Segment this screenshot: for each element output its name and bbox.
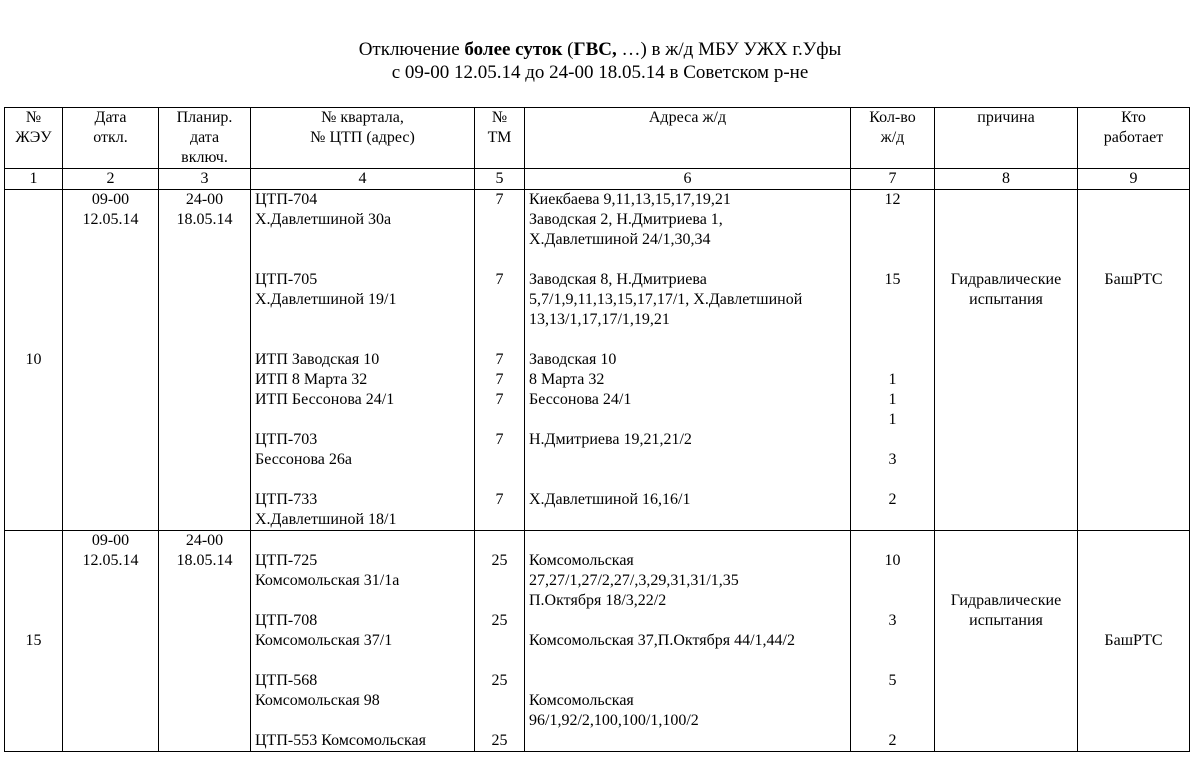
header-row <box>5 108 1190 169</box>
cell-line <box>255 310 470 330</box>
cell-line <box>939 190 1073 210</box>
header-reason: причина <box>935 108 1078 169</box>
cell-line: 13,13/1,17,17/1,19,21 <box>529 311 670 328</box>
cell-line: Бессонова 26а <box>255 451 352 468</box>
cell-line: Комсомольская 98 <box>255 692 380 709</box>
cell-line <box>479 330 520 350</box>
cell-line: Х.Давлетшиной 18/1 <box>255 511 397 528</box>
cell-line: Н.Дмитриева 19,21,21/2 <box>529 431 692 448</box>
cell-line <box>479 631 520 651</box>
header-who: Кто работает <box>1078 108 1190 169</box>
cell-line <box>855 651 930 671</box>
cell-line <box>479 591 520 611</box>
cell-line: 7 <box>495 271 504 288</box>
tm-cell <box>475 531 525 752</box>
cell-line: Комсомольская 31/1а <box>255 572 400 589</box>
cell-line <box>479 410 520 430</box>
col-number: 7 <box>851 169 935 190</box>
cell-line <box>479 531 520 551</box>
zhu-number: 15 <box>5 531 63 752</box>
who-cell <box>1078 190 1190 531</box>
date-off-cell: 09-00 12.05.14 <box>63 531 159 752</box>
cell-line: Комсомольская <box>529 552 634 569</box>
cell-line <box>939 230 1073 250</box>
cell-line <box>255 470 470 490</box>
cell-line <box>529 330 846 350</box>
cell-line <box>479 230 520 250</box>
addresses-cell <box>525 190 851 531</box>
cell-line <box>855 350 930 370</box>
cell-line <box>855 330 930 350</box>
ctp-cell <box>251 190 475 531</box>
cell-line <box>1082 571 1185 591</box>
cell-line: Х.Давлетшиной 19/1 <box>255 291 397 308</box>
cell-line <box>855 210 930 230</box>
cell-line: 1 <box>888 411 897 428</box>
cell-line: 1 <box>888 371 897 388</box>
cell-line: Киекбаева 9,11,13,15,17,19,21 <box>529 191 731 208</box>
col-number: 3 <box>159 169 251 190</box>
cell-line <box>939 551 1073 571</box>
title-line-2: с 09-00 12.05.14 до 24-00 18.05.14 в Советском р-не <box>391 62 809 83</box>
cell-line: 7 <box>495 351 504 368</box>
cell-line: БашРТС <box>1104 632 1163 649</box>
cell-line: 25 <box>491 612 508 629</box>
cell-line: 7 <box>495 491 504 508</box>
tm-cell <box>475 190 525 531</box>
cell-line <box>255 330 470 350</box>
cell-line <box>855 711 930 731</box>
cell-line <box>855 470 930 490</box>
title-text: …) в ж/д МБУ УЖХ г.Уфы <box>616 39 842 60</box>
cell-line <box>255 591 470 611</box>
cell-line <box>1082 551 1185 571</box>
cell-line <box>855 571 930 591</box>
cell-line: ЦТП-705 <box>255 271 318 288</box>
cell-line <box>939 571 1073 591</box>
cell-line: Заводская 2, Н.Дмитриева 1, <box>529 211 723 228</box>
cell-line <box>855 290 930 310</box>
cell-line: ЦТП-733 <box>255 491 318 508</box>
title-bold-text: более суток <box>464 39 563 60</box>
date-on-cell: 24-00 18.05.14 <box>159 531 251 752</box>
cell-line: Х.Давлетшиной 16,16/1 <box>529 491 691 508</box>
cell-line <box>855 310 930 330</box>
cell-line: 1 <box>888 391 897 408</box>
cell-line: Комсомольская <box>529 692 634 709</box>
cell-line <box>255 250 470 270</box>
cell-line <box>529 470 846 490</box>
cell-line: 5 <box>888 672 897 689</box>
cell-line: 2 <box>888 491 897 508</box>
cell-line <box>529 731 846 751</box>
cell-line <box>479 450 520 470</box>
cell-line <box>529 531 846 551</box>
cell-line <box>529 671 846 691</box>
cell-line <box>255 230 470 250</box>
cell-line <box>479 571 520 591</box>
col-number: 4 <box>251 169 475 190</box>
title-bold-text: ГВС, <box>573 39 617 60</box>
cell-line <box>1082 190 1185 210</box>
count-cell <box>851 190 935 531</box>
cell-line: Комсомольская 37/1 <box>255 632 393 649</box>
cell-line: 12 <box>884 191 901 208</box>
zhu-number: 10 <box>5 190 63 531</box>
col-number: 5 <box>475 169 525 190</box>
cell-line: 3 <box>888 612 897 629</box>
cell-line: 5,7/1,9,11,13,15,17,17/1, Х.Давлетшиной <box>529 291 803 308</box>
cell-line: ИТП Заводская 10 <box>255 351 380 368</box>
cell-line: ЦТП-553 Комсомольская <box>255 732 426 749</box>
header-zhu: № ЖЭУ <box>5 108 63 169</box>
cell-line <box>855 430 930 450</box>
reason-cell <box>935 531 1078 752</box>
cell-line: ЦТП-703 <box>255 431 318 448</box>
reason-cell <box>935 190 1078 531</box>
header-date-on: Планир. дата включ. <box>159 108 251 169</box>
cell-line <box>855 691 930 711</box>
count-cell <box>851 531 935 752</box>
cell-line: ИТП Бессонова 24/1 <box>255 391 395 408</box>
cell-line: ИТП 8 Марта 32 <box>255 371 368 388</box>
cell-line: 7 <box>495 431 504 448</box>
cell-line <box>255 711 470 731</box>
outage-table <box>4 107 1190 752</box>
date-off-cell: 09-00 12.05.14 <box>63 190 159 531</box>
cell-line <box>479 210 520 230</box>
cell-line <box>939 531 1073 551</box>
cell-line <box>855 250 930 270</box>
cell-line: Бессонова 24/1 <box>529 391 632 408</box>
cell-line <box>479 470 520 490</box>
col-number: 1 <box>5 169 63 190</box>
group-row-zhu-15 <box>5 531 1190 752</box>
cell-line <box>529 510 846 530</box>
col-number: 6 <box>525 169 851 190</box>
title-text: ( <box>562 39 574 60</box>
cell-line <box>479 510 520 530</box>
cell-line: 7 <box>495 191 504 208</box>
cell-line <box>529 611 846 631</box>
col-number: 9 <box>1078 169 1190 190</box>
cell-line: Заводская 8, Н.Дмитриева <box>529 271 707 288</box>
document-title <box>0 38 1200 84</box>
cell-line: 27,27/1,27/2,27/,3,29,31,31/1,35 <box>529 572 739 589</box>
cell-line <box>255 651 470 671</box>
cell-line: ЦТП-704 <box>255 191 318 208</box>
cell-line <box>855 510 930 530</box>
cell-line <box>479 290 520 310</box>
cell-line: 7 <box>495 391 504 408</box>
cell-line <box>529 651 846 671</box>
cell-line <box>529 450 846 470</box>
cell-line: Х.Давлетшиной 30а <box>255 211 392 228</box>
cell-line <box>1082 230 1185 250</box>
title-line-1 <box>0 38 1200 61</box>
header-date-off: Дата откл. <box>63 108 159 169</box>
cell-line: ЦТП-568 <box>255 672 318 689</box>
cell-line: Гидравлические <box>950 592 1062 609</box>
cell-line: испытания <box>969 291 1043 308</box>
cell-line <box>1082 531 1185 551</box>
cell-line: ЦТП-725 <box>255 552 318 569</box>
cell-line <box>529 410 846 430</box>
cell-line: 25 <box>491 552 508 569</box>
cell-line <box>479 711 520 731</box>
cell-line: Заводская 10 <box>529 351 617 368</box>
cell-line: П.Октября 18/3,22/2 <box>529 592 667 609</box>
cell-line <box>479 250 520 270</box>
cell-line <box>529 250 846 270</box>
header-tm: № ТМ <box>475 108 525 169</box>
cell-line <box>479 651 520 671</box>
cell-line <box>479 310 520 330</box>
cell-line: 15 <box>884 271 901 288</box>
cell-line <box>855 591 930 611</box>
cell-line <box>1082 250 1185 270</box>
cell-line: Комсомольская 37,П.Октября 44/1,44/2 <box>529 632 795 649</box>
cell-line: Х.Давлетшиной 24/1,30,34 <box>529 231 711 248</box>
cell-line: Гидравлические <box>950 271 1062 288</box>
header-count: Кол-во ж/д <box>851 108 935 169</box>
header-addresses: Адреса ж/д <box>525 108 851 169</box>
group-row-zhu-10 <box>5 190 1190 531</box>
cell-line: испытания <box>969 612 1043 629</box>
cell-line <box>1082 591 1185 611</box>
cell-line <box>855 230 930 250</box>
cell-line <box>479 691 520 711</box>
header-ctp: № квартала, № ЦТП (адрес) <box>251 108 475 169</box>
cell-line <box>939 250 1073 270</box>
cell-line <box>855 631 930 651</box>
cell-line: 10 <box>884 552 901 569</box>
cell-line: 96/1,92/2,100,100/1,100/2 <box>529 712 699 729</box>
cell-line: 2 <box>888 732 897 749</box>
cell-line: 8 Марта 32 <box>529 371 605 388</box>
cell-line: 25 <box>491 732 508 749</box>
title-text: Отключение <box>358 39 465 60</box>
cell-line <box>939 210 1073 230</box>
cell-line <box>255 531 470 551</box>
cell-line <box>1082 611 1185 631</box>
ctp-cell <box>251 531 475 752</box>
who-cell <box>1078 531 1190 752</box>
addresses-cell <box>525 531 851 752</box>
cell-line: 25 <box>491 672 508 689</box>
cell-line <box>1082 210 1185 230</box>
cell-line: ЦТП-708 <box>255 612 318 629</box>
cell-line: 7 <box>495 371 504 388</box>
col-number: 2 <box>63 169 159 190</box>
cell-line <box>855 531 930 551</box>
cell-line: 3 <box>888 451 897 468</box>
date-on-cell: 24-00 18.05.14 <box>159 190 251 531</box>
cell-line: БашРТС <box>1104 271 1163 288</box>
col-number: 8 <box>935 169 1078 190</box>
column-number-row <box>5 169 1190 190</box>
cell-line <box>255 410 470 430</box>
